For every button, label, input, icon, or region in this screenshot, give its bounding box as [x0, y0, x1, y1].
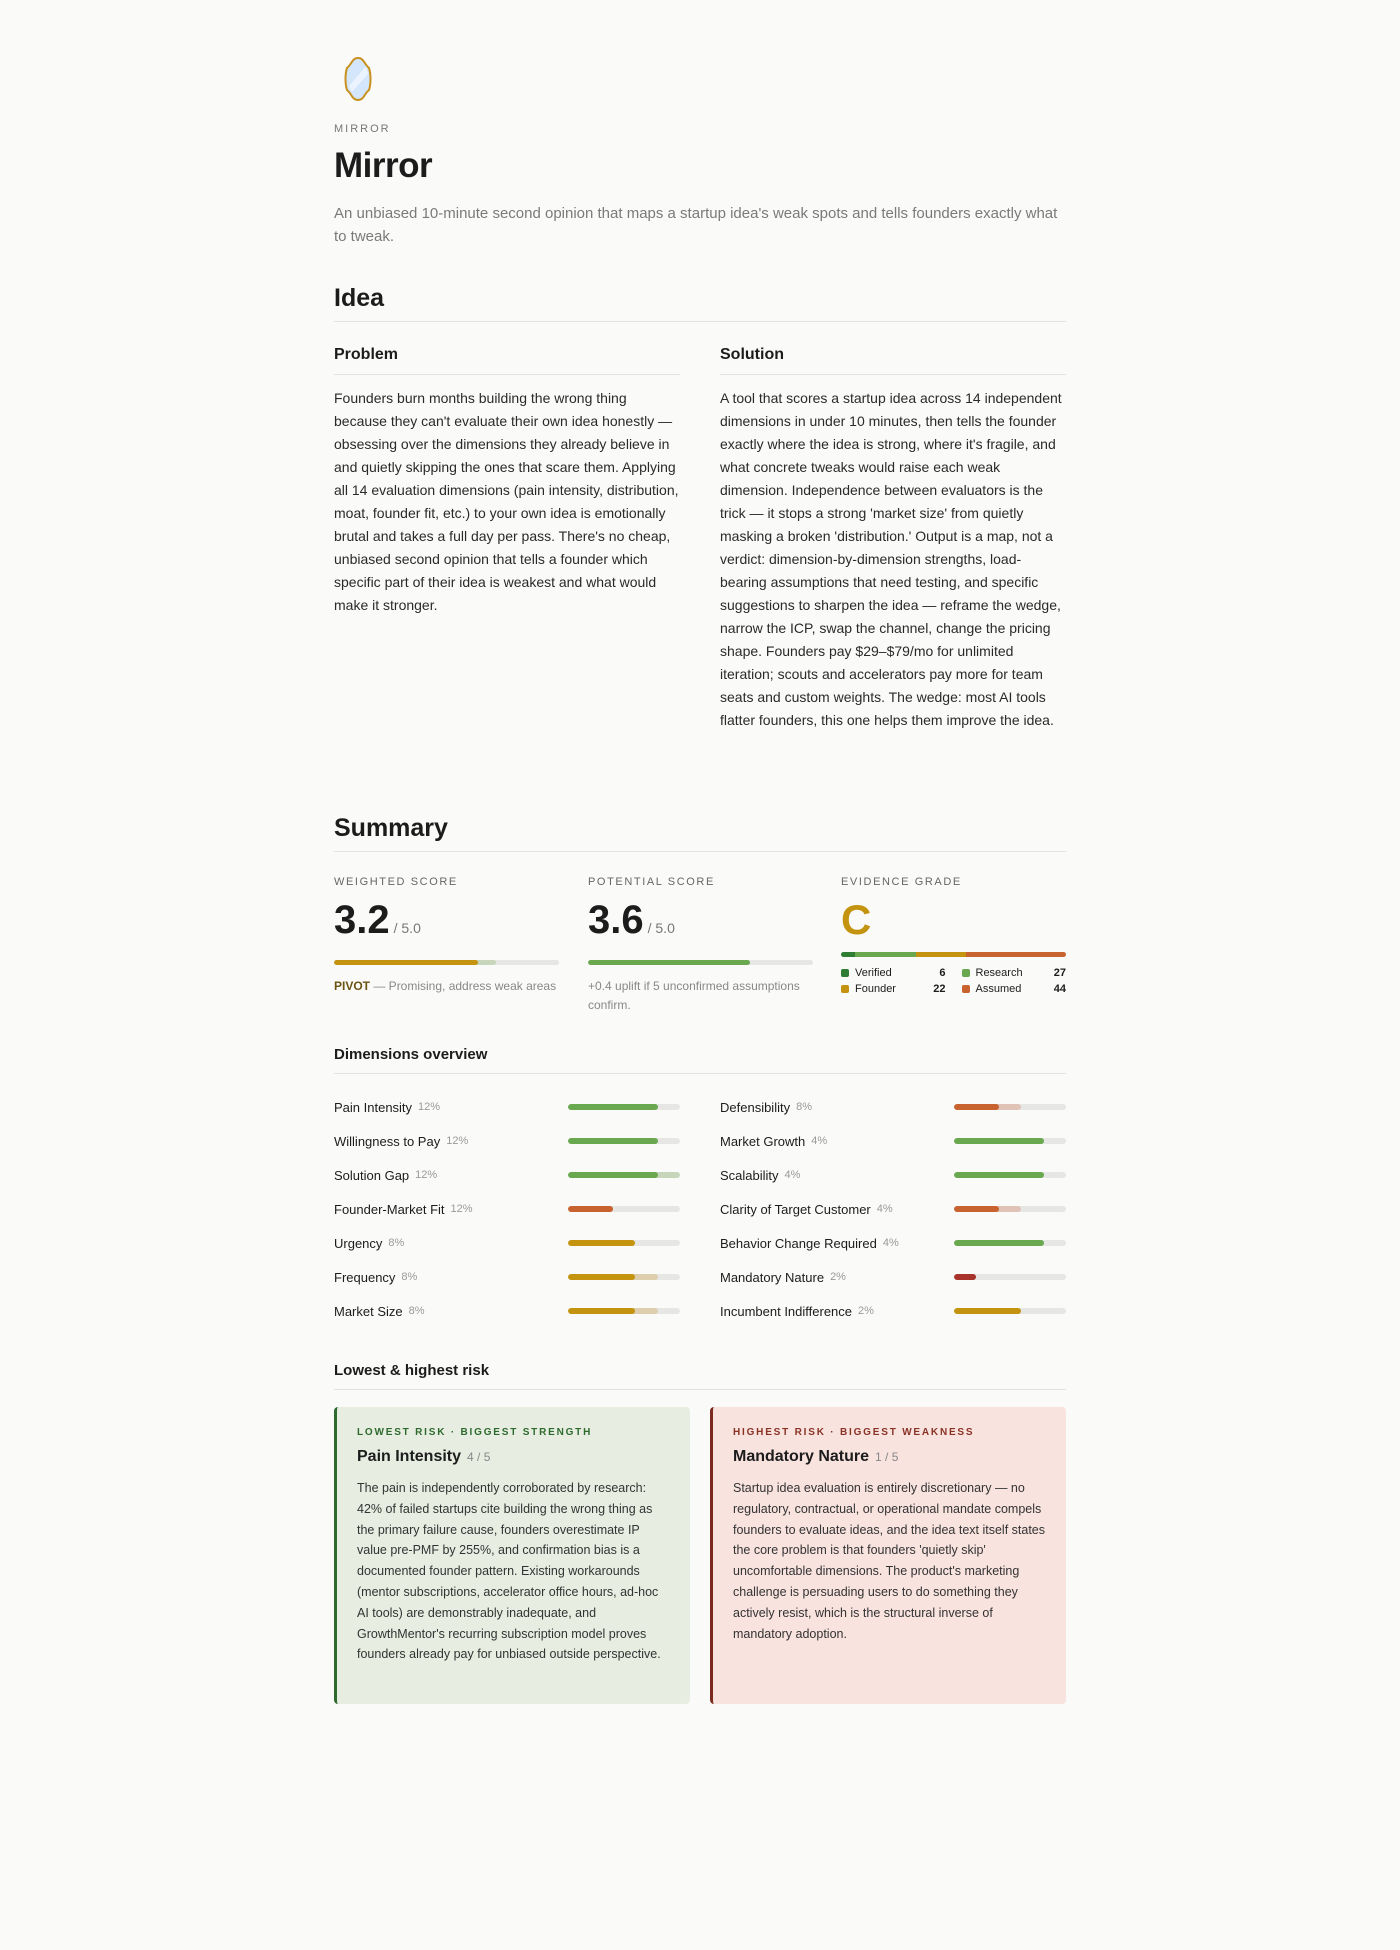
dimension-score-bar — [568, 1274, 680, 1280]
evidence-segment-assumed — [966, 952, 1066, 957]
dimension-score-bar — [954, 1138, 1066, 1144]
dimension-name: Incumbent Indifference — [720, 1303, 853, 1319]
dimension-name: Defensibility — [720, 1099, 791, 1115]
dimension-weight: 8% — [401, 1271, 418, 1283]
potential-score-value: 3.6 / 5.0 — [588, 898, 675, 942]
problem-section — [334, 346, 680, 617]
dimension-score-fill — [954, 1104, 999, 1110]
legend-label: Founder — [855, 983, 896, 995]
evidence-grade — [841, 876, 1066, 995]
dimension-score-bar — [568, 1206, 680, 1212]
dimension-name: Urgency — [334, 1235, 383, 1251]
highest-risk-kicker: HIGHEST RISK · BIGGEST WEAKNESS — [733, 1427, 975, 1438]
dimension-row — [334, 1192, 680, 1226]
weighted-score — [334, 876, 559, 996]
dimension-score-bar — [954, 1104, 1066, 1110]
potential-score-label: POTENTIAL SCORE — [588, 876, 715, 888]
dimension-row — [720, 1124, 1066, 1158]
dimension-name: Market Growth — [720, 1133, 806, 1149]
dimension-name: Mandatory Nature — [720, 1269, 825, 1285]
dimension-row — [334, 1294, 680, 1328]
verdict: PIVOT — Promising, address weak areas — [334, 979, 557, 993]
mirror-logo-icon — [344, 56, 372, 107]
legend-item — [962, 967, 1067, 979]
dimension-row — [334, 1090, 680, 1124]
page-subtitle: An unbiased 10-minute second opinion that maps a startup idea's weak spots and tells founders exactly what to tweak. — [334, 205, 1058, 245]
potential-note: +0.4 uplift if 5 unconfirmed assumptions confirm. — [588, 979, 800, 1012]
dimension-score-fill — [568, 1138, 658, 1144]
legend-label: Assumed — [975, 983, 1022, 995]
dimension-weight: 2% — [858, 1305, 874, 1317]
page-title: Mirror — [334, 146, 433, 185]
dimension-row — [720, 1158, 1066, 1192]
dimension-score-bar — [568, 1138, 680, 1144]
solution-title: Solution — [720, 346, 1066, 375]
weighted-score-label: WEIGHTED SCORE — [334, 876, 458, 888]
lowest-risk-card — [334, 1407, 690, 1704]
dimension-weight: 12% — [418, 1101, 441, 1113]
dimension-row — [720, 1294, 1066, 1328]
legend-count: 44 — [1053, 983, 1066, 995]
dimension-score-fill — [954, 1172, 1044, 1178]
dimensions-heading: Dimensions overview — [334, 1046, 1066, 1074]
highest-risk-card — [710, 1407, 1066, 1704]
dimension-score-fill — [954, 1206, 999, 1212]
evidence-grade-value: C — [841, 896, 872, 943]
legend-swatch — [962, 985, 970, 993]
dimension-weight: 8% — [388, 1237, 405, 1249]
potential-score — [588, 876, 813, 1015]
dimension-score-fill — [954, 1308, 1021, 1314]
problem-text: Founders burn months building the wrong thing because they can't evaluate their own idea honestly — obsessing over the dimensions they already believe in and quietly skipping the ones that scare them. Applying all 14 evaluation dimensions (pain intensity, distribution, moat, founder fit, etc.) to your own idea is emotionally brutal and takes a full day per pass. There's no cheap, unbiased second opinion that tells a founder which specific part of their idea is weakest and what would make it stronger. — [334, 390, 679, 613]
dimension-score-bar — [568, 1172, 680, 1178]
dimension-name: Market Size — [334, 1303, 403, 1319]
dimension-row — [720, 1260, 1066, 1294]
dimension-weight: 12% — [415, 1169, 438, 1181]
legend-item — [841, 967, 946, 979]
dimension-row — [720, 1192, 1066, 1226]
dimension-name: Scalability — [720, 1167, 779, 1183]
problem-title: Problem — [334, 346, 680, 375]
evidence-segment-research — [855, 952, 916, 957]
dimension-name: Founder-Market Fit — [334, 1201, 445, 1217]
evidence-legend — [841, 967, 1066, 995]
dimensions-list — [334, 1090, 1066, 1328]
dimension-weight: 2% — [830, 1271, 846, 1283]
highest-risk-text: Startup idea evaluation is entirely discretionary — no regulatory, contractual, or operational mandate compels founders to evaluate ideas, and the idea text itself states the core problem is that founders 'quietly skip' uncomfortable dimensions. The product's marketing challenge is persuading users to do something they actively resist, which is the structural inverse of mandatory adoption. — [733, 1481, 1046, 1641]
dimension-score-bar — [954, 1274, 1066, 1280]
dimension-name: Clarity of Target Customer — [720, 1201, 871, 1217]
dimension-score-fill — [954, 1274, 976, 1280]
dimension-score-bar — [954, 1206, 1066, 1212]
dimension-name: Frequency — [334, 1269, 396, 1285]
dimension-score-fill — [568, 1308, 635, 1314]
dimension-weight: 4% — [811, 1135, 828, 1147]
solution-text: A tool that scores a startup idea across 14 independent dimensions in under 10 minutes, then tells the founder exactly where the idea is strong, where it's fragile, and what concrete tweaks would raise each weak dimension. Independence between evaluators is the trick — it stops a strong 'market size' from quietly masking a broken 'distribution.' Output is a map, not a verdict: dimension-by-dimension strengths, load-bearing assumptions that need testing, and specific suggestions to sharpen the idea — reframe the wedge, narrow the ICP, swap the channel, change the pricing shape. Founders pay $29–$79/mo for unlimited iteration; scouts and accelerators pay more for team seats and custom weights. The wedge: most AI tools flatter founders, this one helps them improve the idea. — [720, 390, 1062, 728]
dimension-score-fill — [568, 1274, 635, 1280]
dimension-weight: 4% — [784, 1169, 801, 1181]
dimension-weight: 4% — [876, 1203, 893, 1215]
dimension-name: Willingness to Pay — [334, 1133, 441, 1149]
dimension-row — [334, 1226, 680, 1260]
evidence-segment-verified — [841, 952, 855, 957]
legend-count: 27 — [1053, 967, 1066, 979]
highest-risk-title: Mandatory Nature 1 / 5 — [733, 1448, 899, 1465]
legend-swatch — [841, 985, 849, 993]
evidence-segment-founder — [916, 952, 966, 957]
dimension-score-fill — [954, 1138, 1044, 1144]
legend-item — [962, 983, 1067, 995]
dimension-row — [334, 1124, 680, 1158]
lowest-risk-title: Pain Intensity 4 / 5 — [357, 1448, 491, 1465]
dimension-score-fill — [568, 1104, 658, 1110]
dimension-score-bar — [954, 1308, 1066, 1314]
legend-item — [841, 983, 946, 995]
risk-heading: Lowest & highest risk — [334, 1362, 1066, 1390]
dimension-score-bar — [568, 1308, 680, 1314]
lowest-risk-kicker: LOWEST RISK · BIGGEST STRENGTH — [357, 1427, 593, 1438]
dimension-score-bar — [954, 1240, 1066, 1246]
legend-label: Verified — [855, 967, 892, 979]
dimension-score-bar — [568, 1240, 680, 1246]
dimension-row — [720, 1090, 1066, 1124]
dimension-weight: 8% — [408, 1305, 425, 1317]
dimension-score-bar — [954, 1172, 1066, 1178]
dimension-weight: 8% — [796, 1101, 812, 1113]
legend-count: 6 — [939, 967, 946, 979]
lowest-risk-text: The pain is independently corroborated by research: 42% of failed startups cite building the wrong thing as the primary failure cause, founders overestimate IP value pre-PMF by 255%, and confirmation bias is a documented founder pattern. Existing workarounds (mentor subscriptions, accelerator office hours, ad-hoc AI tools) are demonstrably inadequate, and GrowthMentor's recurring subscription model proves founders already pay for unbiased outside perspective. — [357, 1481, 661, 1662]
dimension-name: Solution Gap — [334, 1167, 410, 1183]
evidence-bar — [841, 952, 1066, 957]
idea-heading: Idea — [334, 284, 1066, 322]
dimension-row — [334, 1260, 680, 1294]
solution-section — [720, 346, 1066, 732]
dimension-score-fill — [954, 1240, 1044, 1246]
weighted-score-value: 3.2 / 5.0 — [334, 898, 421, 942]
legend-swatch — [962, 969, 970, 977]
weighted-score-bar — [334, 960, 559, 965]
app-eyebrow: MIRROR — [334, 123, 391, 135]
legend-label: Research — [975, 967, 1023, 979]
evidence-grade-label: EVIDENCE GRADE — [841, 876, 962, 888]
dimension-row — [720, 1226, 1066, 1260]
legend-swatch — [841, 969, 849, 977]
dimension-name: Pain Intensity — [334, 1099, 413, 1115]
potential-score-bar — [588, 960, 813, 965]
dimension-score-fill — [568, 1240, 635, 1246]
dimension-score-fill — [568, 1206, 613, 1212]
dimension-score-fill — [568, 1172, 658, 1178]
legend-count: 22 — [933, 983, 946, 995]
summary-heading: Summary — [334, 814, 1066, 852]
dimension-weight: 12% — [446, 1135, 469, 1147]
dimension-weight: 12% — [450, 1203, 473, 1215]
dimension-name: Behavior Change Required — [720, 1235, 877, 1251]
dimension-weight: 4% — [882, 1237, 899, 1249]
dimension-row — [334, 1158, 680, 1192]
dimension-score-bar — [568, 1104, 680, 1110]
